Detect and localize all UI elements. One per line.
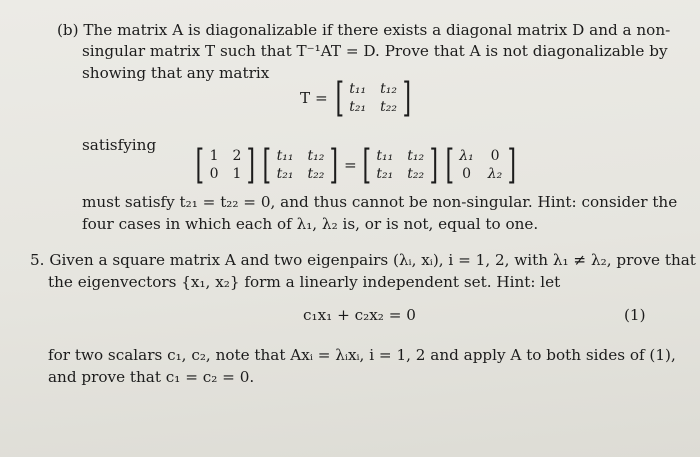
problem-5-line-1: 5. Given a square matrix A and two eigenpairs (λᵢ, xᵢ), i = 1, 2, with λ₁ ≠ λ₂, prove that [30, 251, 696, 269]
matrix-T-definition: T = [ t₁₁ t₁₂ t₂₁ t₂₂ ] [300, 75, 412, 121]
T-label: T = [300, 89, 328, 107]
matrix-A [208, 148, 244, 182]
matrix-Lambda-cell: 0 [490, 148, 500, 164]
matrix-T-cell: t₂₂ [407, 166, 425, 182]
equation-number: (1) [624, 306, 646, 324]
matrix-T-cell: t₂₁ [349, 99, 367, 115]
matrix-Lambda-cell: λ₂ [487, 166, 503, 182]
matrix-T-right [374, 148, 426, 182]
matrix-T-cell: t₁₂ [380, 81, 398, 97]
matrix-T-cell: t₁₁ [276, 148, 294, 164]
matrix-equation: [ 1 2 0 1 ] [ t₁₁ t₁₂ t₂₁ t₂₂ ] = [ t₁₁ t₁₂ t₂₁ t₂₂ ] [ λ₁ 0 0 λ₂ ] [195, 142, 517, 188]
problem-5-line-2: the eigenvectors {x₁, x₂} form a linearly independent set. Hint: let [48, 273, 561, 291]
matrix-T-cell: t₂₂ [307, 166, 325, 182]
matrix-T-cell: t₂₁ [376, 166, 394, 182]
problem-5-line-3: for two scalars c₁, c₂, note that Axᵢ = λᵢxᵢ, i = 1, 2 and apply A to both sides of (1), [48, 346, 676, 364]
matrix-Lambda [457, 148, 504, 182]
matrix-T-cell: t₁₁ [376, 148, 394, 164]
part-b-conclusion-line-2: four cases in which each of λ₁, λ₂ is, or is not, equal to one. [82, 215, 539, 233]
matrix-A-cell: 1 [209, 148, 219, 164]
matrix-T [347, 81, 399, 115]
part-b-line-3: showing that any matrix [82, 64, 270, 82]
matrix-A-cell: 2 [232, 148, 242, 164]
matrix-T-left [275, 148, 327, 182]
matrix-T-cell: t₂₁ [276, 166, 294, 182]
matrix-T-cell: t₁₂ [307, 148, 325, 164]
problem-5-line-4: and prove that c₁ = c₂ = 0. [48, 368, 255, 386]
equation-1: c₁x₁ + c₂x₂ = 0 [303, 306, 416, 324]
matrix-T-cell: t₁₂ [407, 148, 425, 164]
part-b-line-1: (b) The matrix A is diagonalizable if there exists a diagonal matrix D and a non- [57, 21, 671, 39]
matrix-A-cell: 1 [232, 166, 242, 182]
part-b-conclusion-line-1: must satisfy t₂₁ = t₂₂ = 0, and thus cannot be non-singular. Hint: consider the [82, 193, 678, 211]
matrix-T-cell: t₁₁ [349, 81, 367, 97]
matrix-T-cell: t₂₂ [380, 99, 398, 115]
equals-sign: = [344, 156, 357, 174]
satisfying-label: satisfying [82, 136, 157, 154]
matrix-A-cell: 0 [209, 166, 219, 182]
matrix-Lambda-cell: 0 [462, 166, 471, 182]
part-b-line-2: singular matrix T such that T⁻¹AT = D. Prove that A is not diagonalizable by [82, 42, 668, 60]
matrix-Lambda-cell: λ₁ [459, 148, 474, 164]
